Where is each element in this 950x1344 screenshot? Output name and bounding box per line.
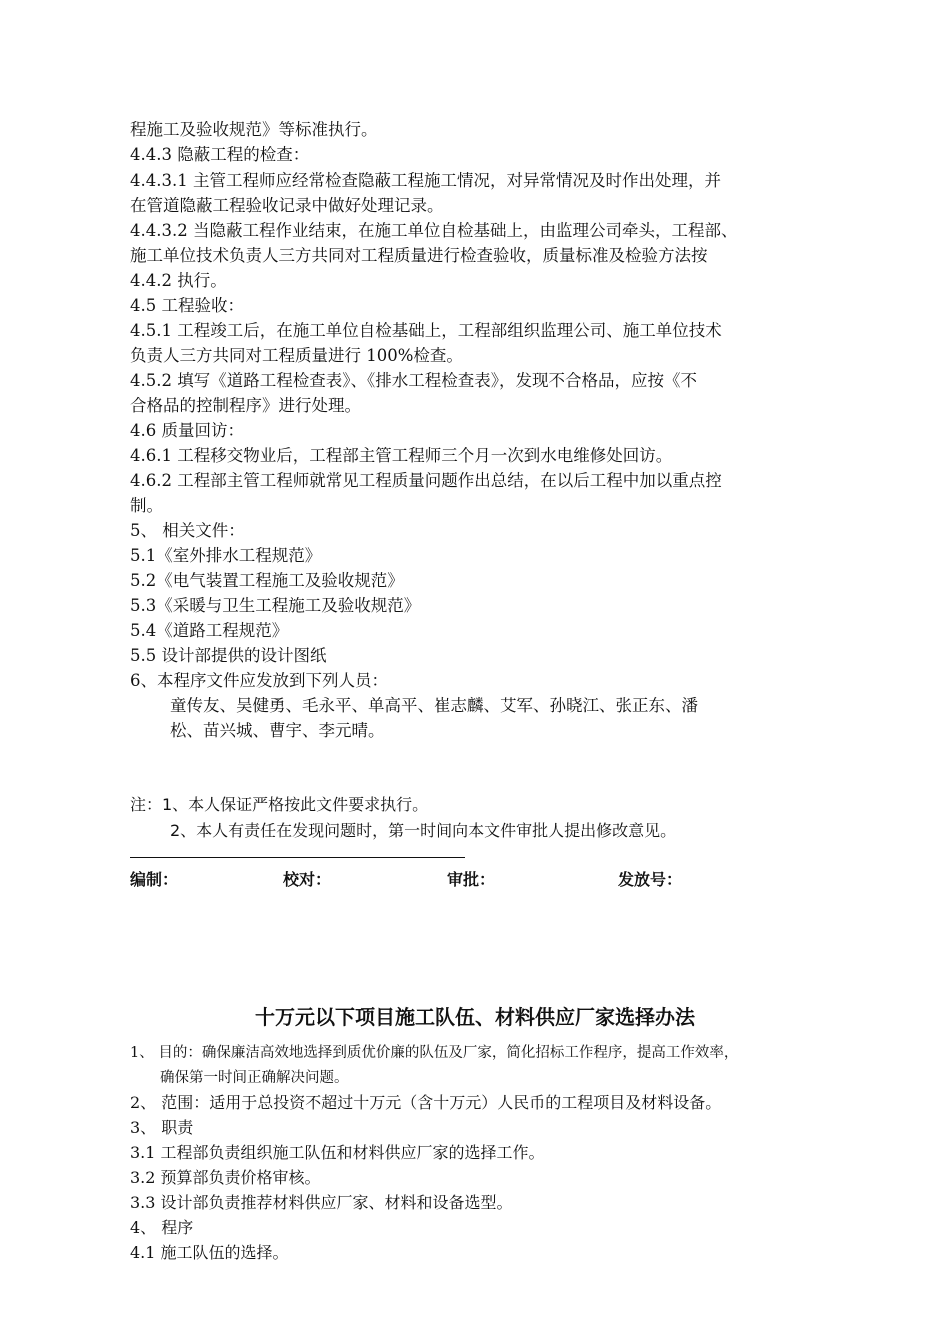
text-line: 3.2 预算部负责价格审核。 [130,1168,321,1187]
text-line: 确保第一时间正确解决问题。 [160,1070,349,1086]
note-line-1: 注：1、本人保证严格按此文件要求执行。 [130,795,429,814]
signature-approve: 审批： [447,870,496,889]
text-line: 4.5 工程验收： [130,296,244,315]
text-line: 6、本程序文件应发放到下列人员： [130,671,388,690]
text-line: 5.1《室外排水工程规范》 [130,546,322,565]
text-line: 5.3《采暖与卫生工程施工及验收规范》 [130,596,421,615]
text-line: 4、 程序 [130,1218,194,1237]
text-line: 4.4.3 隐蔽工程的检查： [130,145,310,164]
signature-proof: 校对： [283,870,332,889]
signature-compile: 编制： [130,870,179,889]
text-line: 松、苗兴城、曹宇、李元晴。 [170,721,385,740]
text-line: 4.6 质量回访： [130,421,244,440]
text-line: 4.5.2 填写《道路工程检查表》、《排水工程检查表》，发现不合格品，应按《不 [130,371,697,390]
text-line: 4.5.1 工程竣工后，在施工单位自检基础上，工程部组织监理公司、施工单位技术 [130,321,722,340]
text-line: 4.4.2 执行。 [130,271,227,290]
text-line: 3、 职责 [130,1118,194,1137]
note-line-2: 2、本人有责任在发现问题时，第一时间向本文件审批人提出修改意见。 [170,821,677,840]
section-title: 十万元以下项目施工队伍、材料供应厂家选择办法 [255,1005,695,1029]
text-line: 负责人三方共同对工程质量进行 100%检查。 [130,346,463,365]
text-line: 5、 相关文件： [130,521,245,540]
text-line: 合格品的控制程序》进行处理。 [130,396,361,415]
text-line: 4.4.3.1 主管工程师应经常检查隐蔽工程施工情况，对异常情况及时作出处理，并 [130,171,721,190]
text-line: 5.4《道路工程规范》 [130,621,289,640]
text-line: 童传友、吴健勇、毛永平、单高平、崔志麟、艾军、孙晓江、张正东、潘 [170,696,698,715]
signature-issue-no: 发放号： [618,870,683,889]
text-line: 3.1 工程部负责组织施工队伍和材料供应厂家的选择工作。 [130,1143,545,1162]
signature-rule [130,857,465,858]
text-line: 4.4.3.2 当隐蔽工程作业结束，在施工单位自检基础上，由监理公司牵头，工程部、 [130,221,738,240]
text-line: 在管道隐蔽工程验收记录中做好处理记录。 [130,196,444,215]
text-line: 4.1 施工队伍的选择。 [130,1243,289,1262]
text-line: 程施工及验收规范》等标准执行。 [130,120,378,139]
text-line: 3.3 设计部负责推荐材料供应厂家、材料和设备选型。 [130,1193,513,1212]
text-line: 4.6.1 工程移交物业后，工程部主管工程师三个月一次到水电维修处回访。 [130,446,673,465]
text-line: 1、 目的：确保廉洁高效地选择到质优价廉的队伍及厂家，简化招标工作程序，提高工作效率， [130,1045,739,1061]
text-line: 4.6.2 工程部主管工程师就常见工程质量问题作出总结，在以后工程中加以重点控 [130,471,722,490]
text-line: 制。 [130,496,163,515]
text-line: 5.2《电气装置工程施工及验收规范》 [130,571,404,590]
text-line: 施工单位技术负责人三方共同对工程质量进行检查验收，质量标准及检验方法按 [130,246,708,265]
text-line: 5.5 设计部提供的设计图纸 [130,646,327,665]
text-line: 2、 范围：适用于总投资不超过十万元（含十万元）人民币的工程项目及材料设备。 [130,1093,722,1112]
